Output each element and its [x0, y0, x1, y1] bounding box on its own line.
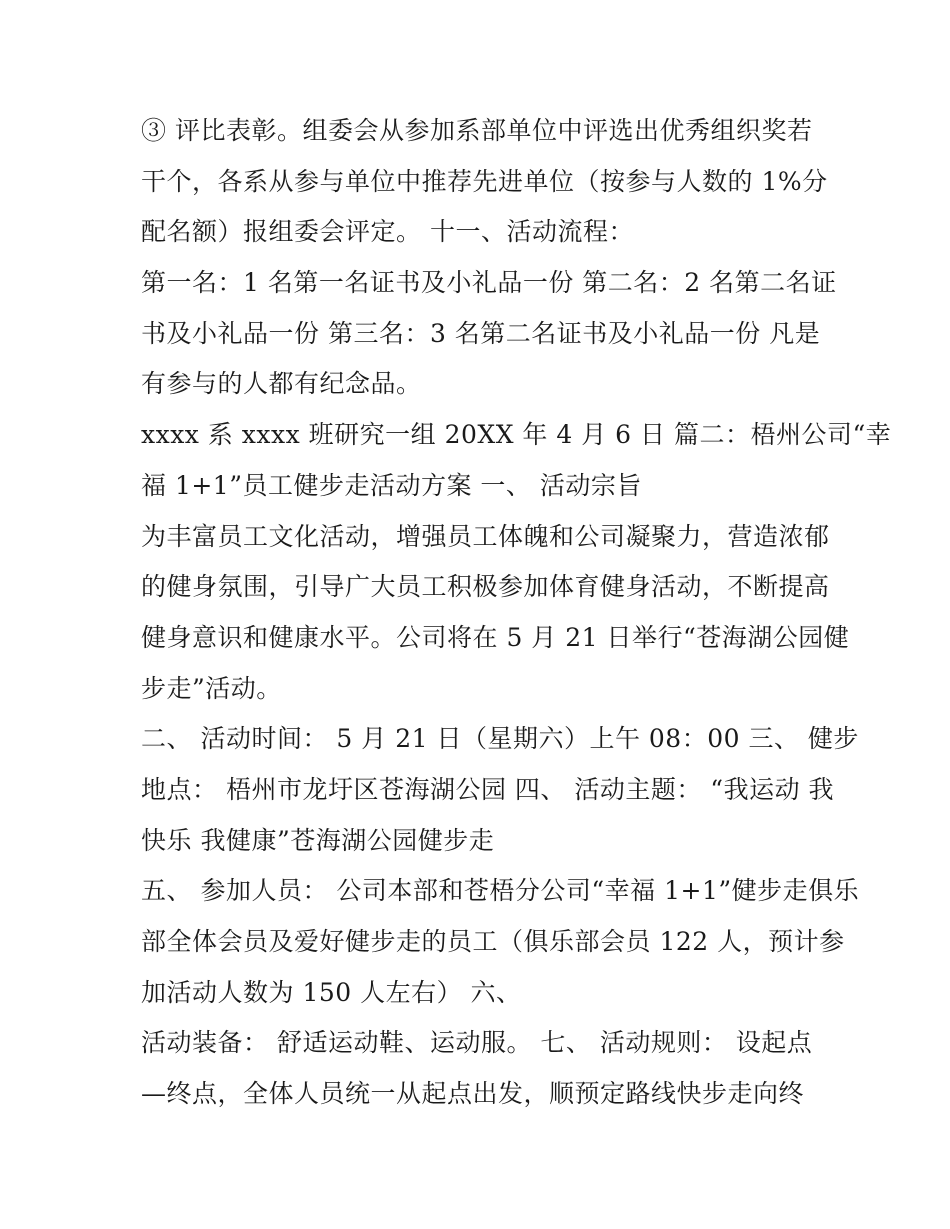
text-line: 为丰富员工文化活动，增强员工体魄和公司凝聚力，营造浓郁 — [141, 521, 830, 551]
text-line: 五、 参加人员： 公司本部和苍梧分公司“幸福 1+1”健步走俱乐 — [141, 876, 860, 906]
text-line: 书及小礼品一份 第三名：3 名第二名证书及小礼品一份 凡是 — [141, 318, 821, 348]
text-line: 加活动人数为 150 人左右） 六、 — [141, 977, 522, 1007]
text-line: 二、 活动时间： 5 月 21 日（星期六）上午 08：00 三、 健步 — [141, 724, 859, 754]
text-line: 干个，各系从参与单位中推荐先进单位（按参与人数的 1%分 — [141, 166, 828, 196]
text-line: xxxx 系 xxxx 班研究一组 20XX 年 4 月 6 日 篇二：梧州公司“幸 — [141, 420, 892, 450]
text-line: 部全体会员及爱好健步走的员工（俱乐部会员 122 人，预计参 — [141, 927, 845, 956]
text-line: ③ 评比表彰。组委会从参加系部单位中评选出优秀组织奖若 — [141, 116, 813, 145]
text-line: 健身意识和健康水平。公司将在 5 月 21 日举行“苍海湖公园健 — [141, 622, 850, 652]
text-line: 快乐 我健康”苍海湖公园健步走 — [141, 825, 495, 855]
text-line: 配名额）报组委会评定。 十一、活动流程： — [141, 217, 634, 247]
text-line: 的健身氛围，引导广大员工积极参加体育健身活动，不断提高 — [141, 572, 830, 602]
text-line: 第一名：1 名第一名证书及小礼品一份 第二名：2 名第二名证 — [141, 268, 837, 298]
text-line: 活动装备： 舒适运动鞋、运动服。 七、 活动规则： 设起点 — [141, 1028, 813, 1058]
text-line: 步走”活动。 — [141, 673, 282, 703]
text-line: 地点： 梧州市龙圩区苍海湖公园 四、 活动主题： “我运动 我 — [141, 774, 835, 804]
text-line: 福 1+1”员工健步走活动方案 一、 活动宗旨 — [141, 470, 642, 500]
document-body — [141, 106, 892, 1120]
text-line: —终点，全体人员统一从起点出发，顺预定路线快步走向终 — [141, 1079, 805, 1109]
text-line: 有参与的人都有纪念品。 — [141, 369, 422, 399]
